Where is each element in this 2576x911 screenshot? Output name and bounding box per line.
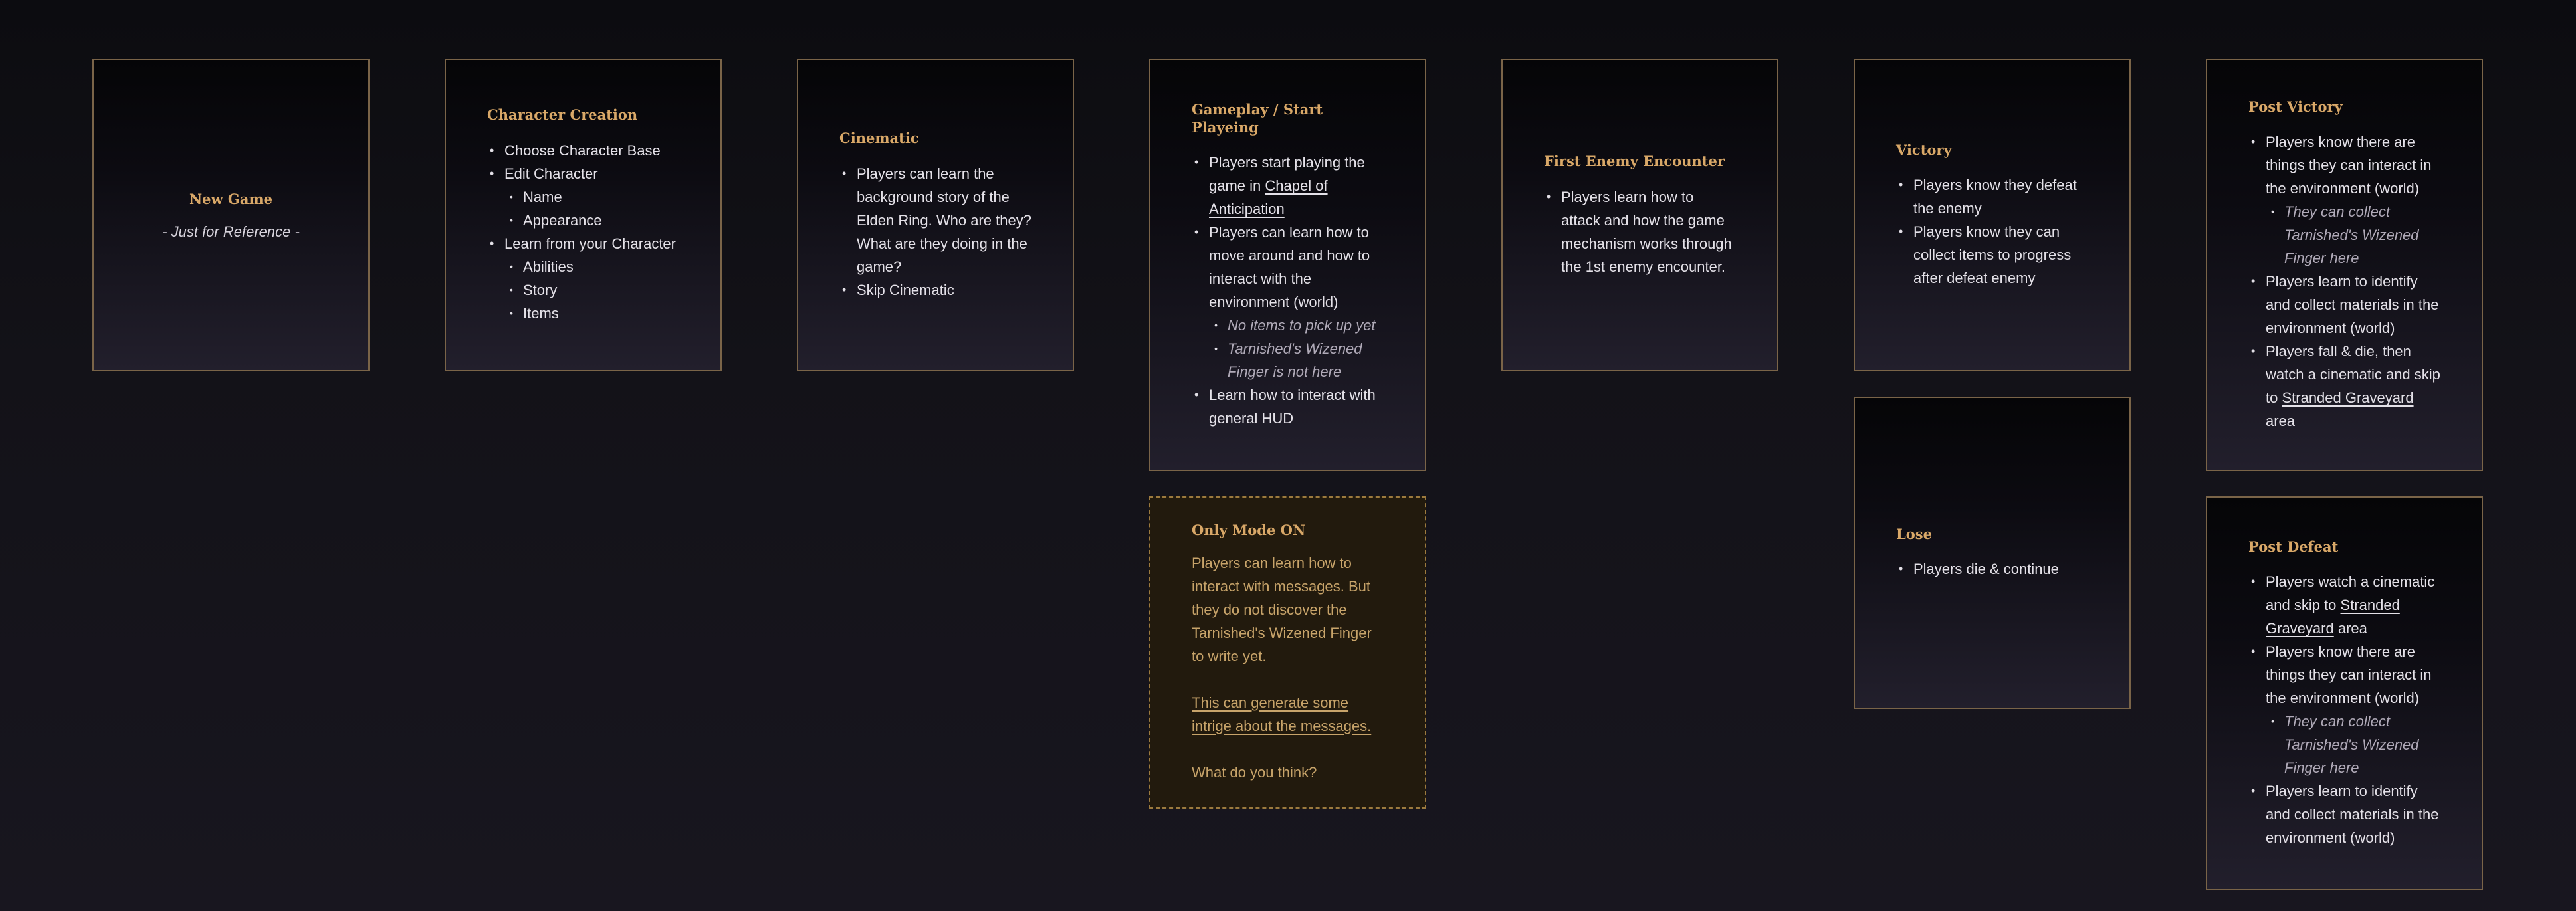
card-title: Post Defeat xyxy=(2248,538,2339,555)
card-title: New Game xyxy=(189,191,273,208)
note-body: Players can learn how to interact with messages. But they do not discover the Tarnished's Wizened Finger to write yet. xyxy=(1192,554,1372,664)
sub-list xyxy=(2266,710,2440,779)
bullet-list xyxy=(1896,557,2088,581)
list-item xyxy=(2266,570,2440,640)
list-item: • Players know they can collect items to progress after defeat enemy xyxy=(1913,220,2088,290)
bullet-list xyxy=(1192,151,1384,430)
note-link[interactable]: This can generate some intrige about the messages. xyxy=(1192,694,1372,734)
card-gameplay[interactable] xyxy=(1149,59,1426,471)
note-only-mode-on[interactable] xyxy=(1149,496,1426,809)
list-item-text: area xyxy=(2266,413,2296,430)
card-post-defeat[interactable] xyxy=(2206,496,2483,890)
card-title: Lose xyxy=(1896,525,1932,542)
list-item: • Players learn to identify and collect materials in the environment (world) xyxy=(2266,779,2440,849)
list-item xyxy=(504,232,679,325)
card-new-game[interactable] xyxy=(92,59,370,371)
list-item-label: Learn from your Character xyxy=(504,235,676,252)
list-item: • Players learn how to attack and how the game mechanism works through the 1st enemy encounter. xyxy=(1561,185,1736,278)
list-item: • Name xyxy=(523,185,679,209)
note-question: What do you think? xyxy=(1192,763,1317,781)
list-item: • Players learn to identify and collect materials in the environment (world) xyxy=(2266,270,2440,340)
list-item xyxy=(2266,640,2440,779)
bullet-list xyxy=(2248,130,2440,433)
card-character-creation[interactable] xyxy=(445,59,722,371)
sub-list xyxy=(504,185,679,232)
list-item xyxy=(1209,151,1384,221)
list-item: • No items to pick up yet xyxy=(1228,314,1384,337)
card-title: Character Creation xyxy=(487,106,638,124)
list-item: • Players die & continue xyxy=(1913,557,2088,581)
list-item: • Appearance xyxy=(523,209,679,232)
list-item: • They can collect Tarnished's Wizened Finger here xyxy=(2284,200,2440,270)
list-item: • Skip Cinematic xyxy=(857,278,1031,302)
card-title: First Enemy Encounter xyxy=(1544,153,1725,170)
card-subtitle: - Just for Reference - xyxy=(162,223,300,240)
list-item: • They can collect Tarnished's Wizened Finger here xyxy=(2284,710,2440,779)
list-item: • Choose Character Base xyxy=(504,139,679,162)
card-title: Gameplay / Start Playeing xyxy=(1192,100,1323,136)
list-item-text: Players fall & die, then watch a cinematic and skip to xyxy=(2266,343,2440,407)
sub-list xyxy=(504,255,679,325)
list-item: • Learn how to interact with general HUD xyxy=(1209,383,1384,430)
card-post-victory[interactable] xyxy=(2206,59,2483,471)
bullet-list xyxy=(487,139,679,325)
stranded-graveyard-link[interactable]: Stranded Graveyard xyxy=(2266,597,2400,637)
note-title: Only Mode ON xyxy=(1192,522,1306,539)
list-item: • Abilities xyxy=(523,255,679,278)
list-item: • Story xyxy=(523,278,679,302)
stranded-graveyard-link[interactable]: Stranded Graveyard xyxy=(2282,389,2414,407)
card-title: Post Victory xyxy=(2248,98,2343,115)
list-item: • Tarnished's Wizened Finger is not here xyxy=(1228,337,1384,383)
list-item-text: area xyxy=(2333,620,2367,637)
card-title: Cinematic xyxy=(839,130,919,147)
list-item-label: Players can learn how to move around and how to interact with the environment (world) xyxy=(1209,224,1370,311)
card-victory[interactable] xyxy=(1854,59,2131,371)
list-item xyxy=(2266,130,2440,270)
list-item-label: Edit Character xyxy=(504,165,598,182)
card-lose[interactable] xyxy=(1854,397,2131,709)
list-item: • Players know they defeat the enemy xyxy=(1913,173,2088,220)
bullet-list xyxy=(1896,173,2088,290)
list-item xyxy=(504,162,679,232)
card-cinematic[interactable] xyxy=(797,59,1074,371)
bullet-list xyxy=(839,162,1031,302)
sub-list xyxy=(2266,200,2440,270)
card-first-enemy-encounter[interactable] xyxy=(1501,59,1778,371)
sub-list xyxy=(1209,314,1384,383)
card-title: Victory xyxy=(1896,141,1952,158)
list-item-text: Players start playing the game in xyxy=(1209,154,1365,195)
list-item: • Players can learn the background story of the Elden Ring. Who are they? What are they doing in the game? xyxy=(857,162,1031,278)
list-item: • Items xyxy=(523,302,679,325)
list-item-label: Players know there are things they can interact in the environment (world) xyxy=(2266,134,2432,197)
chapel-of-anticipation-link[interactable]: Chapel of Anticipation xyxy=(1209,177,1328,218)
list-item xyxy=(2266,340,2440,433)
list-item xyxy=(1209,221,1384,383)
bullet-list xyxy=(1544,185,1736,278)
list-item-text: Players watch a cinematic and skip to xyxy=(2266,573,2435,614)
list-item-label: Players know there are things they can interact in the environment (world) xyxy=(2266,643,2432,707)
bullet-list xyxy=(2248,570,2440,849)
